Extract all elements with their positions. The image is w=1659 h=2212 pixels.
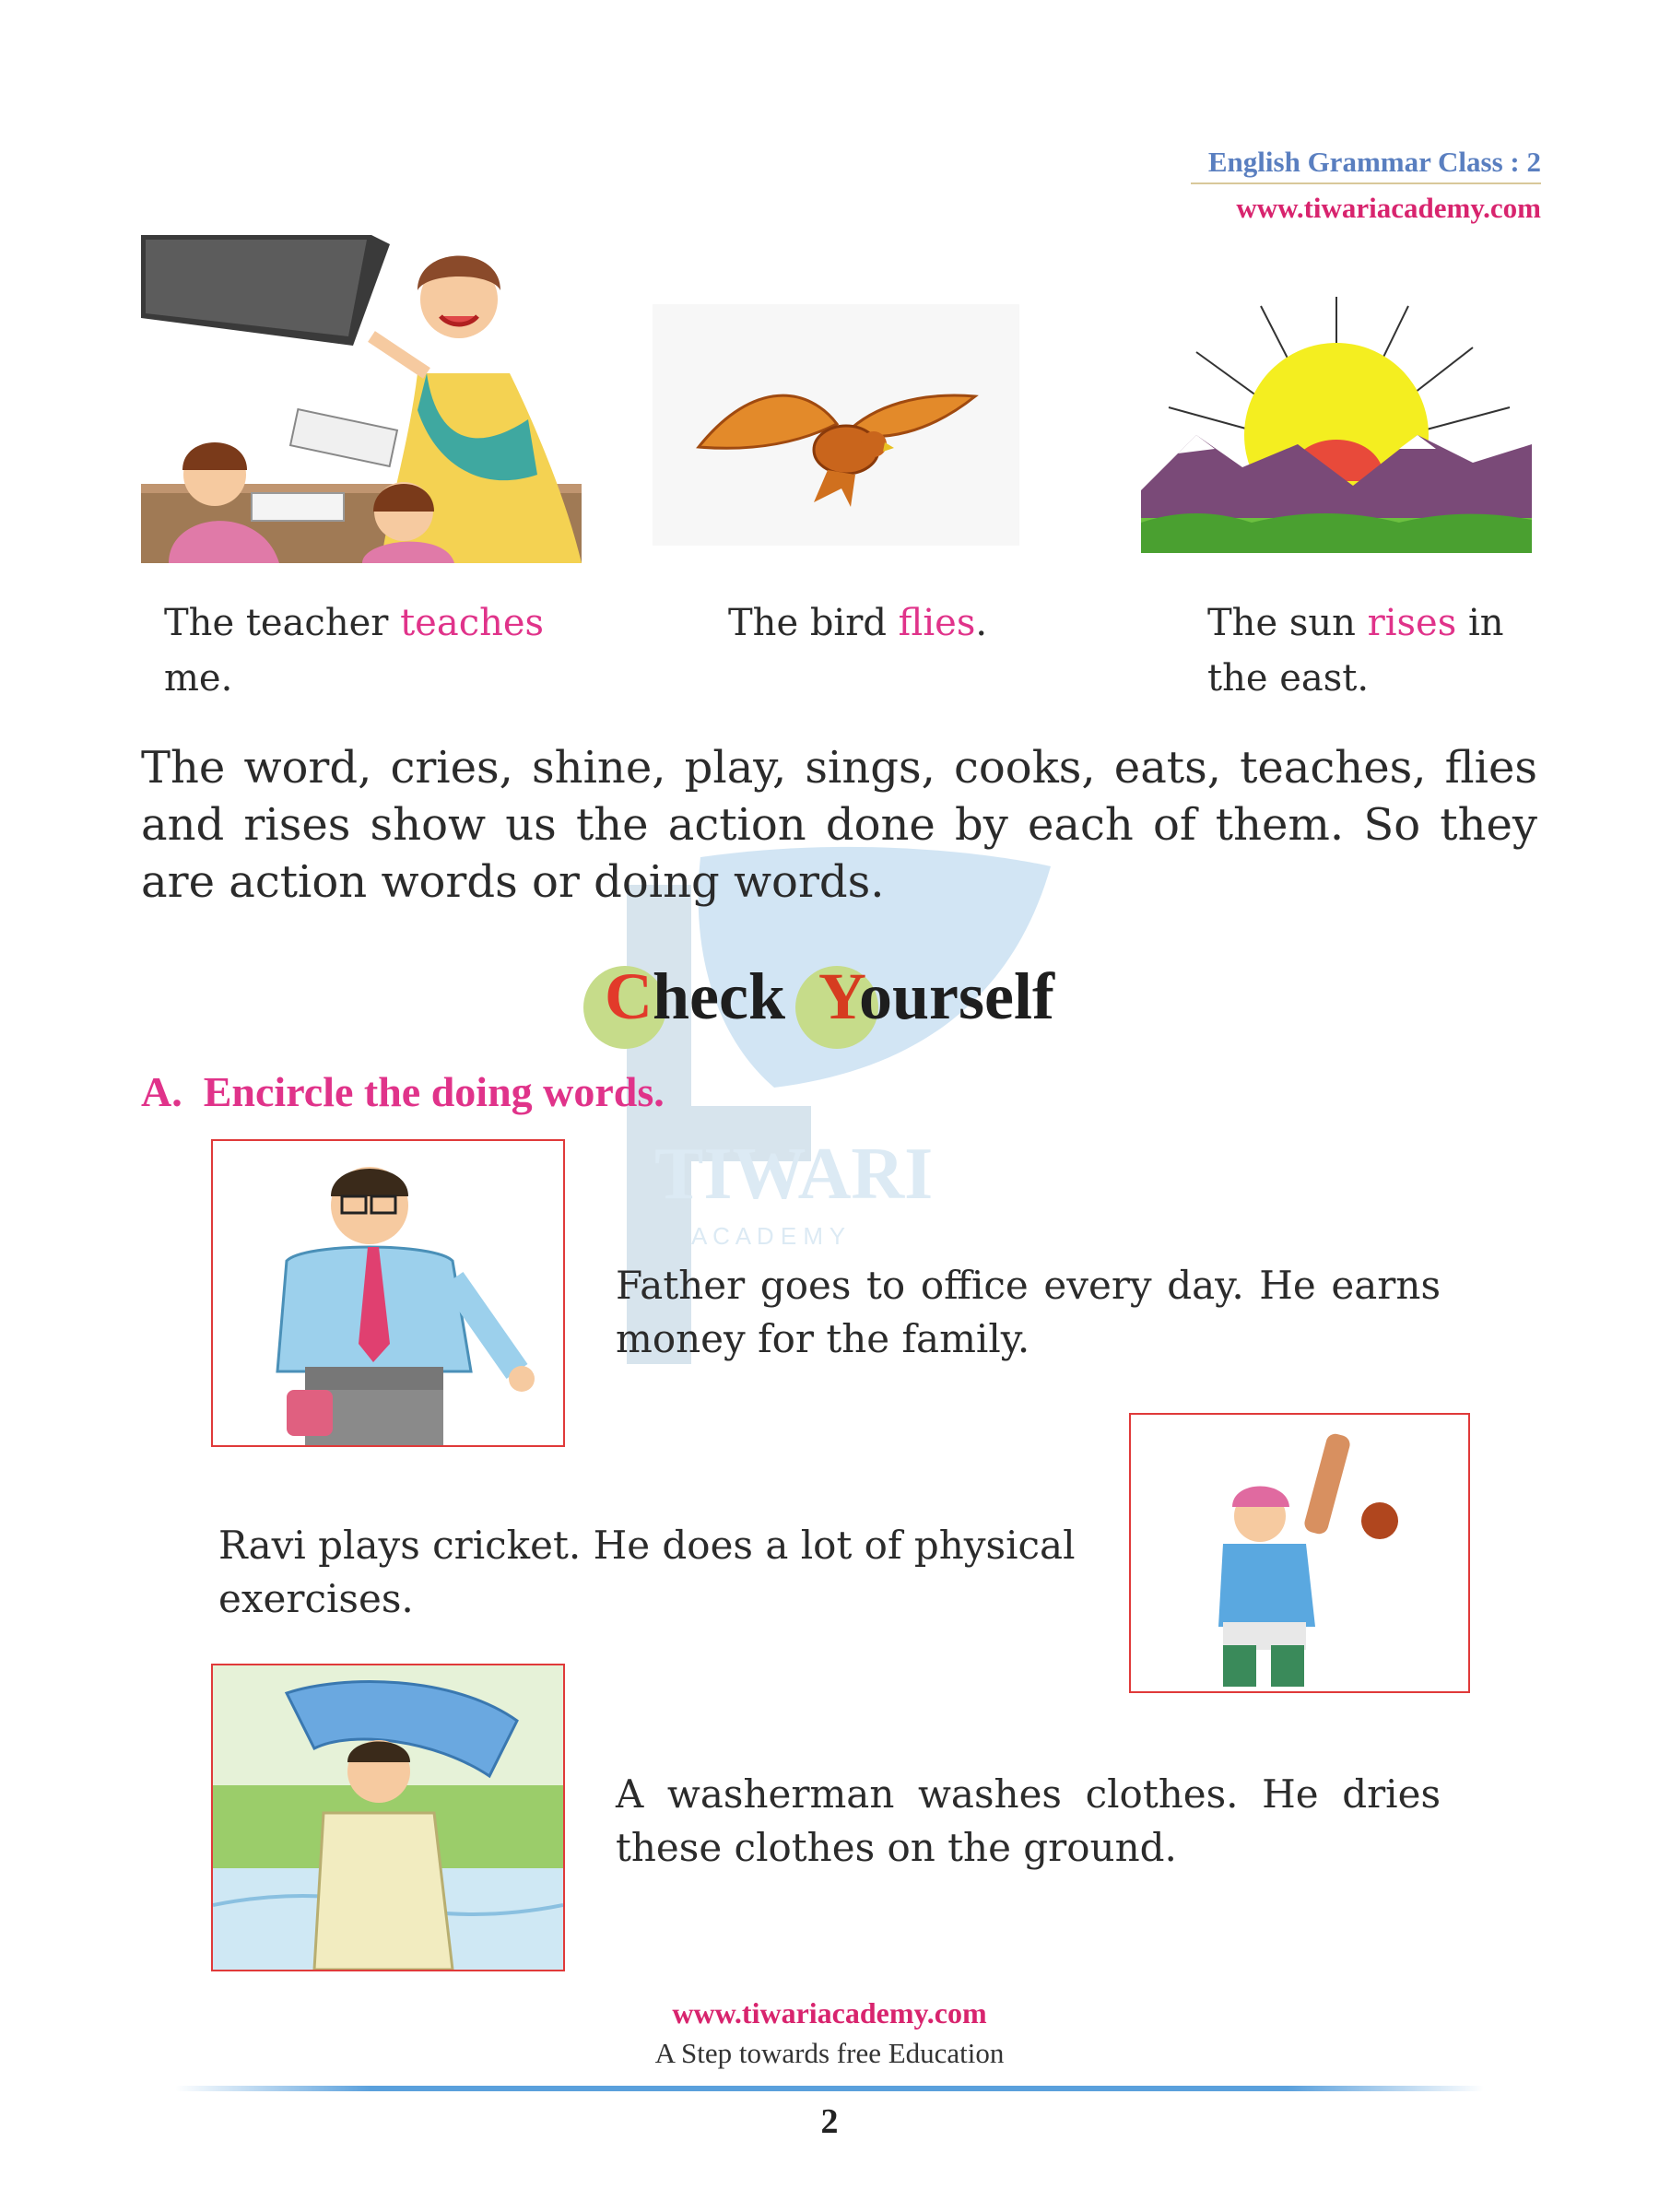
action-word: teaches (400, 602, 545, 644)
teacher-illustration (141, 235, 582, 563)
footer-divider (175, 2086, 1484, 2091)
washerman-illustration (211, 1664, 565, 1971)
intro-paragraph: The word, cries, shine, play, sings, cooks, eats, teaches, flies and rises show us the action done by each of them. So they are action words or doing words. (141, 742, 1537, 908)
watermark-word: TIWARI (654, 1134, 934, 1215)
question-text: A washerman washes clothes. He dries these clothes on the ground. (616, 1771, 1441, 1870)
caption-sun: The sun rises in the east. (1207, 602, 1504, 700)
bird-illustration (653, 304, 1019, 546)
action-word: rises (1367, 602, 1457, 644)
caption-teacher: The teacher teaches me. (164, 602, 545, 700)
header-divider (1191, 182, 1541, 184)
caption-bird: The bird flies. (728, 602, 988, 644)
cricketer-illustration (1129, 1413, 1470, 1693)
section-heading: Check Yourself (605, 959, 1054, 1033)
page-number: 2 (820, 2102, 839, 2141)
footer-url[interactable]: www.tiwariacademy.com (672, 1996, 987, 2030)
footer-tagline: A Step towards free Education (654, 2037, 1005, 2069)
question-text: Ravi plays cricket. He does a lot of physical exercises. (218, 1523, 1076, 1621)
action-word: flies (898, 602, 976, 644)
sunrise-illustration (1141, 297, 1532, 553)
header-title: English Grammar Class : 2 (1207, 146, 1541, 178)
section-a-instruction: A. Encircle the doing words. (141, 1068, 665, 1115)
watermark-sub: A C A D E M Y (691, 1222, 846, 1250)
header-url[interactable]: www.tiwariacademy.com (1236, 192, 1541, 224)
father-illustration (211, 1139, 565, 1447)
question-text: Father goes to office every day. He earns money for the family. (616, 1263, 1441, 1361)
